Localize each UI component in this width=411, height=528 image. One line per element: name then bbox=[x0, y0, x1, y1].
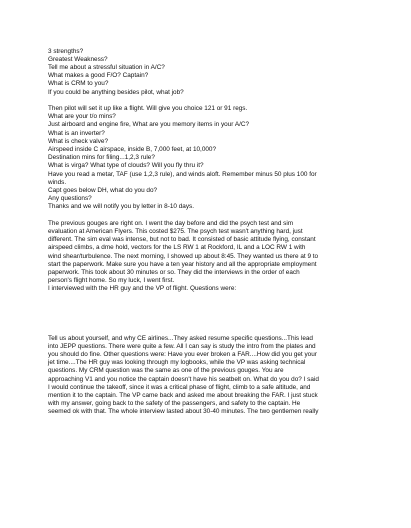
text-line: jet time....The HR guy was looking through my logbooks, while the VP was asking technical bbox=[48, 359, 306, 367]
text-line: Airspeed inside C airspace, inside B, 7,000 feet, at 10,000? bbox=[48, 145, 217, 153]
text-line: you should do fine. Other questions were: Have you ever broken a FAR....How did you get your bbox=[48, 350, 317, 358]
text-line: Then pilot will set it up like a flight. Will give you choice 121 or 91 regs. bbox=[48, 104, 248, 112]
text-line: Any questions? bbox=[48, 195, 92, 203]
text-line: Greatest Weakness? bbox=[48, 55, 108, 63]
text-line: Tell us about yourself, and why CE airlines...They asked resume specific questions...This lead bbox=[48, 334, 313, 342]
text-line: into JEPP questions. There were quite a few. All I can say is study the intro from the plates and bbox=[48, 342, 316, 350]
text-line: If you could be anything besides pilot, what job? bbox=[48, 88, 184, 96]
text-line: evaluation at American Flyers. This costed $275. The psych test wasn't anything hard, just bbox=[48, 227, 303, 235]
text-line: paperwork. This took about 30 minutes or so. They did the interviews in the order of each bbox=[48, 268, 300, 276]
text-line: 3 strengths? bbox=[48, 47, 84, 55]
text-line: airspeed climbs, a dme hold, vectors for the LS RW 1 at Rockford, IL and a LOC RW 1 with bbox=[48, 244, 306, 252]
text-line: I interviewed with the HR guy and the VP of flight. Questions were: bbox=[48, 285, 237, 293]
text-line: mention it to the captain. The VP came back and asked me about breaking the FAR. I just stuck bbox=[48, 391, 318, 399]
text-line: Thanks and we will notify you by letter in 8-10 days. bbox=[48, 203, 194, 211]
text-line: start the paperwork. Make sure you have a ten year history and all the appropriate employment bbox=[48, 260, 317, 268]
text-line: Tell me about a stressful situation in A/C? bbox=[48, 63, 165, 71]
text-line: approaching V1 and you notice the captain doesn't have his seatbelt on. What do you do? I said bbox=[48, 375, 319, 383]
text-line: What is check valve? bbox=[48, 137, 109, 145]
text-line: different. The sim eval was intense, but not to bad. It consisted of basic attitude flying, constant bbox=[48, 236, 316, 244]
text-line: What are your t/o mins? bbox=[48, 113, 116, 121]
text-line: The previous gouges are right on. I went the day before and did the psych test and sim bbox=[48, 219, 294, 227]
text-line: with my answer, going back to the safety of the passengers, and safety to the captain. He bbox=[48, 400, 301, 408]
text-line: What makes a good F/O? Captain? bbox=[48, 72, 149, 80]
text-line: I would continue the takeoff, since it was a critical phase of flight, climb to a safe altitude, and bbox=[48, 383, 311, 391]
text-line: What is an inverter? bbox=[48, 129, 105, 137]
text-line: Destination mins for filing...1,2,3 rule? bbox=[48, 154, 155, 162]
text-line: Capt goes below DH, what do you do? bbox=[48, 186, 158, 194]
text-line: seemed ok with that. The whole interview lasted about 30-40 minutes. The two gentlemen really bbox=[48, 408, 319, 416]
text-line: What is virga? What type of clouds? Will you fly thru it? bbox=[48, 162, 204, 170]
text-line: winds. bbox=[48, 178, 67, 186]
text-line: Just airboard and engine fire, What are you memory items in your A/C? bbox=[48, 121, 250, 129]
text-line: Have you read a metar, TAF (use 1,2,3 rule), and winds aloft. Remember minus 50 plus 100 for bbox=[48, 170, 317, 178]
text-line: What is CRM to you? bbox=[48, 80, 109, 88]
text-line: questions. My CRM question was the same as one of the previous gouges. You are bbox=[48, 367, 284, 375]
text-line: person's flight home. So my luck, I went first. bbox=[48, 277, 175, 285]
text-line: wind shear/turbulence. The next morning, I showed up about 8:45. They wanted us there at 9 to bbox=[48, 252, 319, 260]
